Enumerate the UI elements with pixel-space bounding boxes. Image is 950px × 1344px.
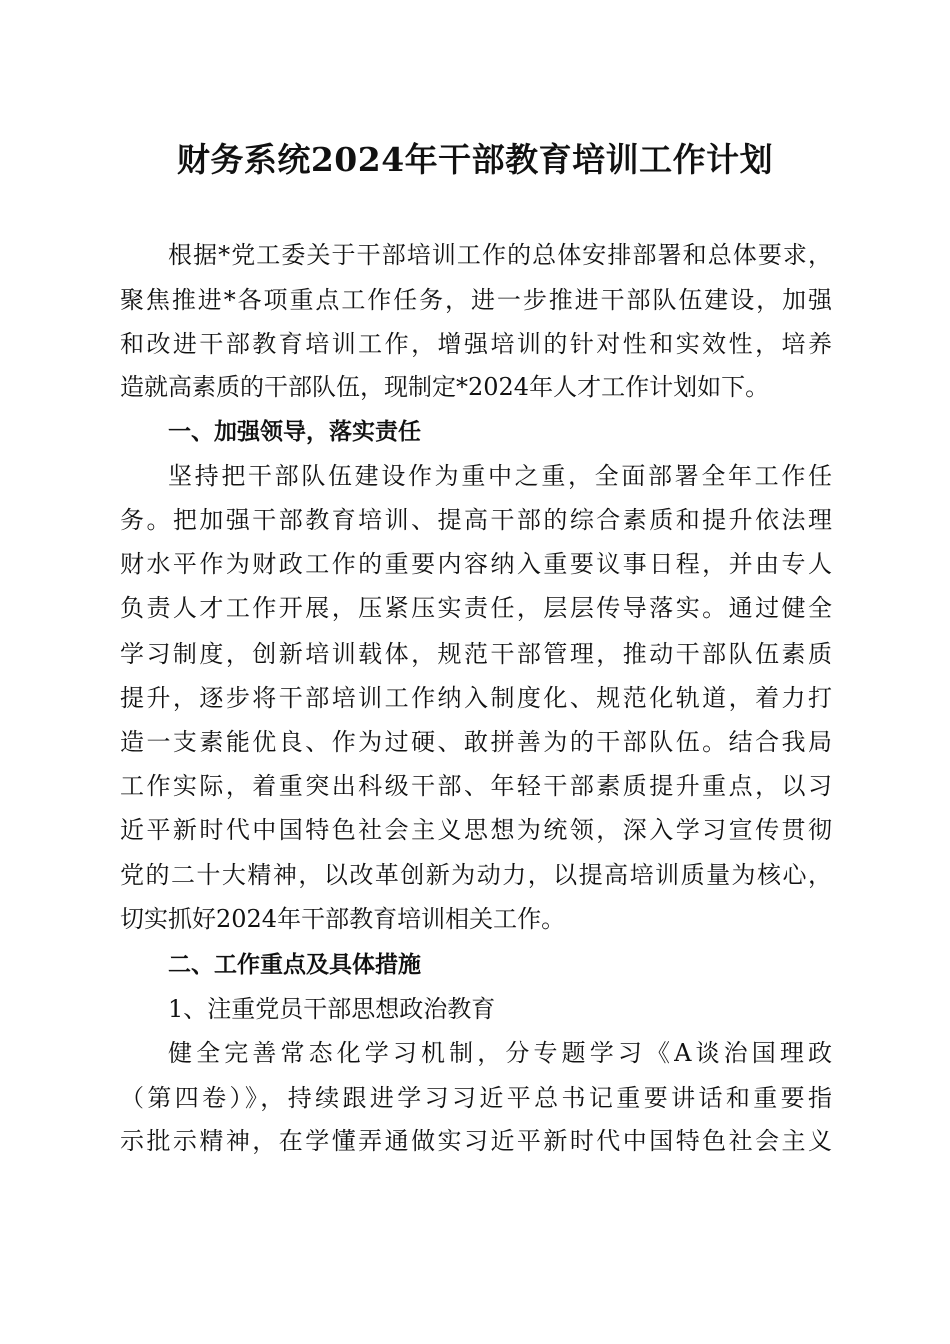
section1-line: 财水平作为财政工作的重要内容纳入重要议事日程，并由专人 — [120, 550, 832, 578]
section1-line: 造一支素能优良、作为过硬、敢拼善为的干部队伍。结合我局 — [120, 728, 832, 756]
section1-line: 学习制度，创新培训载体，规范干部管理，推动干部队伍素质 — [120, 640, 832, 668]
intro-line: 聚焦推进*各项重点工作任务，进一步推进干部队伍建设，加强 — [120, 286, 832, 314]
section2-heading: 二、工作重点及具体措施 — [168, 952, 421, 978]
section2-line: 示批示精神，在学懂弄通做实习近平新时代中国特色社会主义 — [120, 1127, 832, 1155]
section1-line: 党的二十大精神，以改革创新为动力，以提高培训质量为核心， — [120, 861, 832, 889]
section1-line: 坚持把干部队伍建设作为重中之重，全面部署全年工作任 — [168, 462, 832, 490]
intro-line: 造就高素质的干部队伍，现制定*2024年人才工作计划如下。 — [120, 373, 770, 401]
intro-line: 和改进干部教育培训工作，增强培训的针对性和实效性，培养 — [120, 330, 832, 358]
section1-line: 负责人才工作开展，压紧压实责任，层层传导落实。通过健全 — [120, 594, 832, 622]
section2-subheading: 1、注重党员干部思想政治教育 — [168, 995, 496, 1023]
section1-line: 切实抓好2024年干部教育培训相关工作。 — [120, 905, 566, 933]
section2-line: 健全完善常态化学习机制，分专题学习《A谈治国理政 — [168, 1039, 832, 1067]
section1-line: 提升，逐步将干部培训工作纳入制度化、规范化轨道，着力打 — [120, 684, 832, 712]
section1-heading: 一、加强领导，落实责任 — [168, 419, 421, 445]
document-title: 财务系统2024年干部教育培训工作计划 — [176, 140, 774, 179]
section1-line: 工作实际，着重突出科级干部、年轻干部素质提升重点，以习 — [120, 772, 832, 800]
section1-line: 务。把加强干部教育培训、提高干部的综合素质和提升依法理 — [120, 506, 832, 534]
section2-line: （第四卷）》，持续跟进学习习近平总书记重要讲话和重要指 — [120, 1084, 832, 1112]
section1-line: 近平新时代中国特色社会主义思想为统领，深入学习宣传贯彻 — [120, 816, 832, 844]
intro-line: 根据*党工委关于干部培训工作的总体安排部署和总体要求， — [168, 241, 832, 269]
